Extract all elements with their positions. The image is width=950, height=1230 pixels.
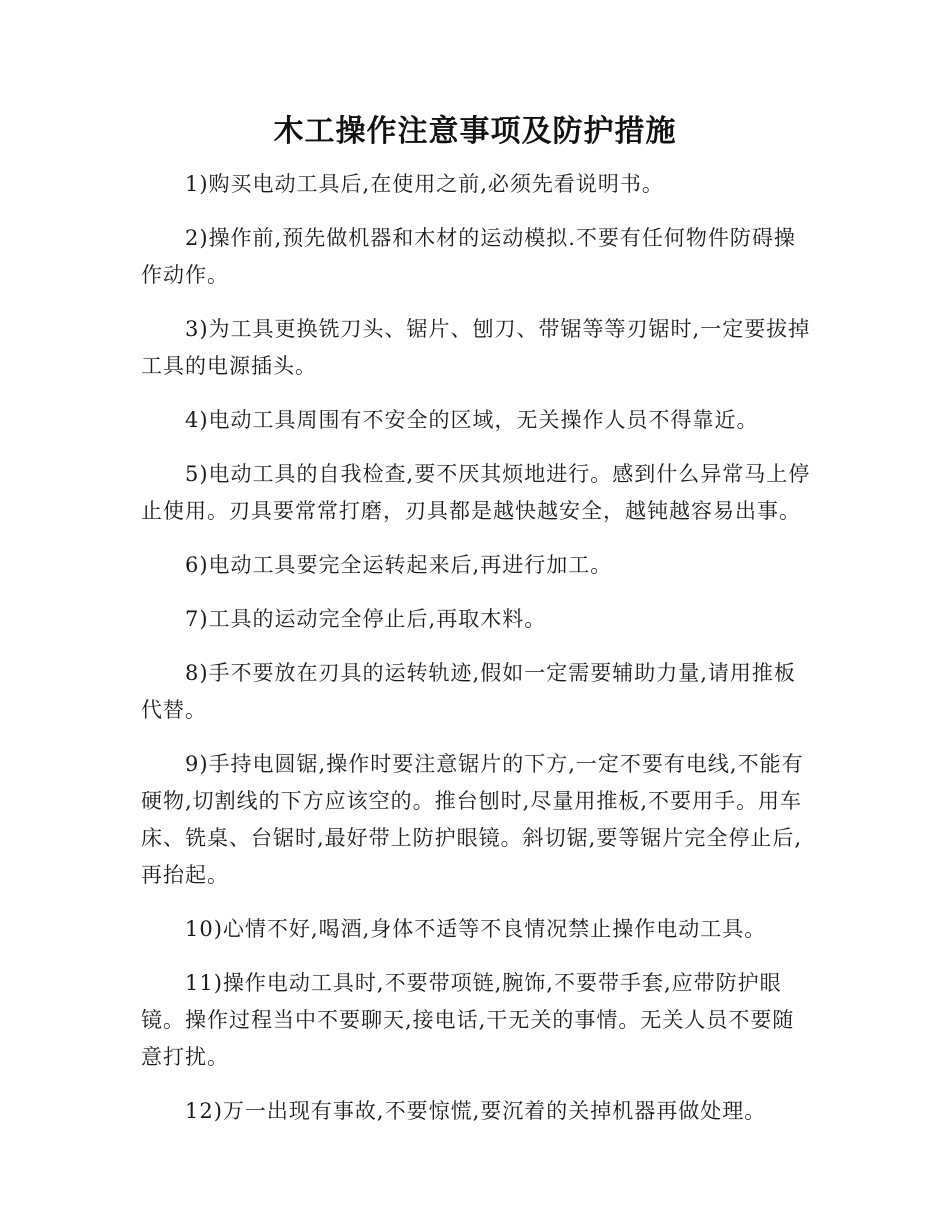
paragraph-2: 2)操作前,预先做机器和木材的运动模拟.不要有任何物件防碍操作动作。 [141, 226, 796, 287]
paragraph-5: 5)电动工具的自我检查,要不厌其烦地进行。感到什么异常马上停止使用。刃具要常常打磨，刃具都是越快越安全，越钝越容易出事。 [141, 462, 811, 523]
paragraph-11: 11)操作电动工具时,不要带项链,腕饰,不要带手套,应带防护眼镜。操作过程当中不要聊天,接电话,干无关的事情。无关人员不要随意打扰。 [141, 971, 795, 1069]
document-body [141, 166, 811, 1147]
paragraph-12: 12)万一出现有事故,不要惊慌,要沉着的关掉机器再做处理。 [185, 1099, 767, 1123]
paragraph-8: 8)手不要放在刃具的运转轨迹,假如一定需要辅助力量,请用推板代替。 [141, 661, 796, 722]
paragraph-1: 1)购买电动工具后,在使用之前,必须先看说明书。 [185, 172, 664, 196]
paragraph-7: 7)工具的运动完全停止后,再取木料。 [185, 607, 547, 631]
paragraph-10: 10)心情不好,喝酒,身体不适等不良情况禁止操作电动工具。 [185, 917, 767, 941]
paragraph-4: 4)电动工具周围有不安全的区域，无关操作人员不得靠近。 [185, 408, 759, 432]
paragraph-9: 9)手持电圆锯,操作时要注意锯片的下方,一定不要有电线,不能有硬物,切割线的下方应该空的。推台刨时,尽量用推板,不要用手。用车床、铣桌、台锯时,最好带上防护眼镜。斜切锯,要等锯片完全停止后,再抬起。 [141, 752, 804, 887]
document-title: 木工操作注意事项及防护措施 [273, 114, 677, 149]
paragraph-6: 6)电动工具要完全运转起来后,再进行加工。 [185, 553, 613, 577]
paragraph-3: 3)为工具更换铣刀头、锯片、刨刀、带锯等等刃锯时,一定要拔掉工具的电源插头。 [141, 317, 811, 378]
